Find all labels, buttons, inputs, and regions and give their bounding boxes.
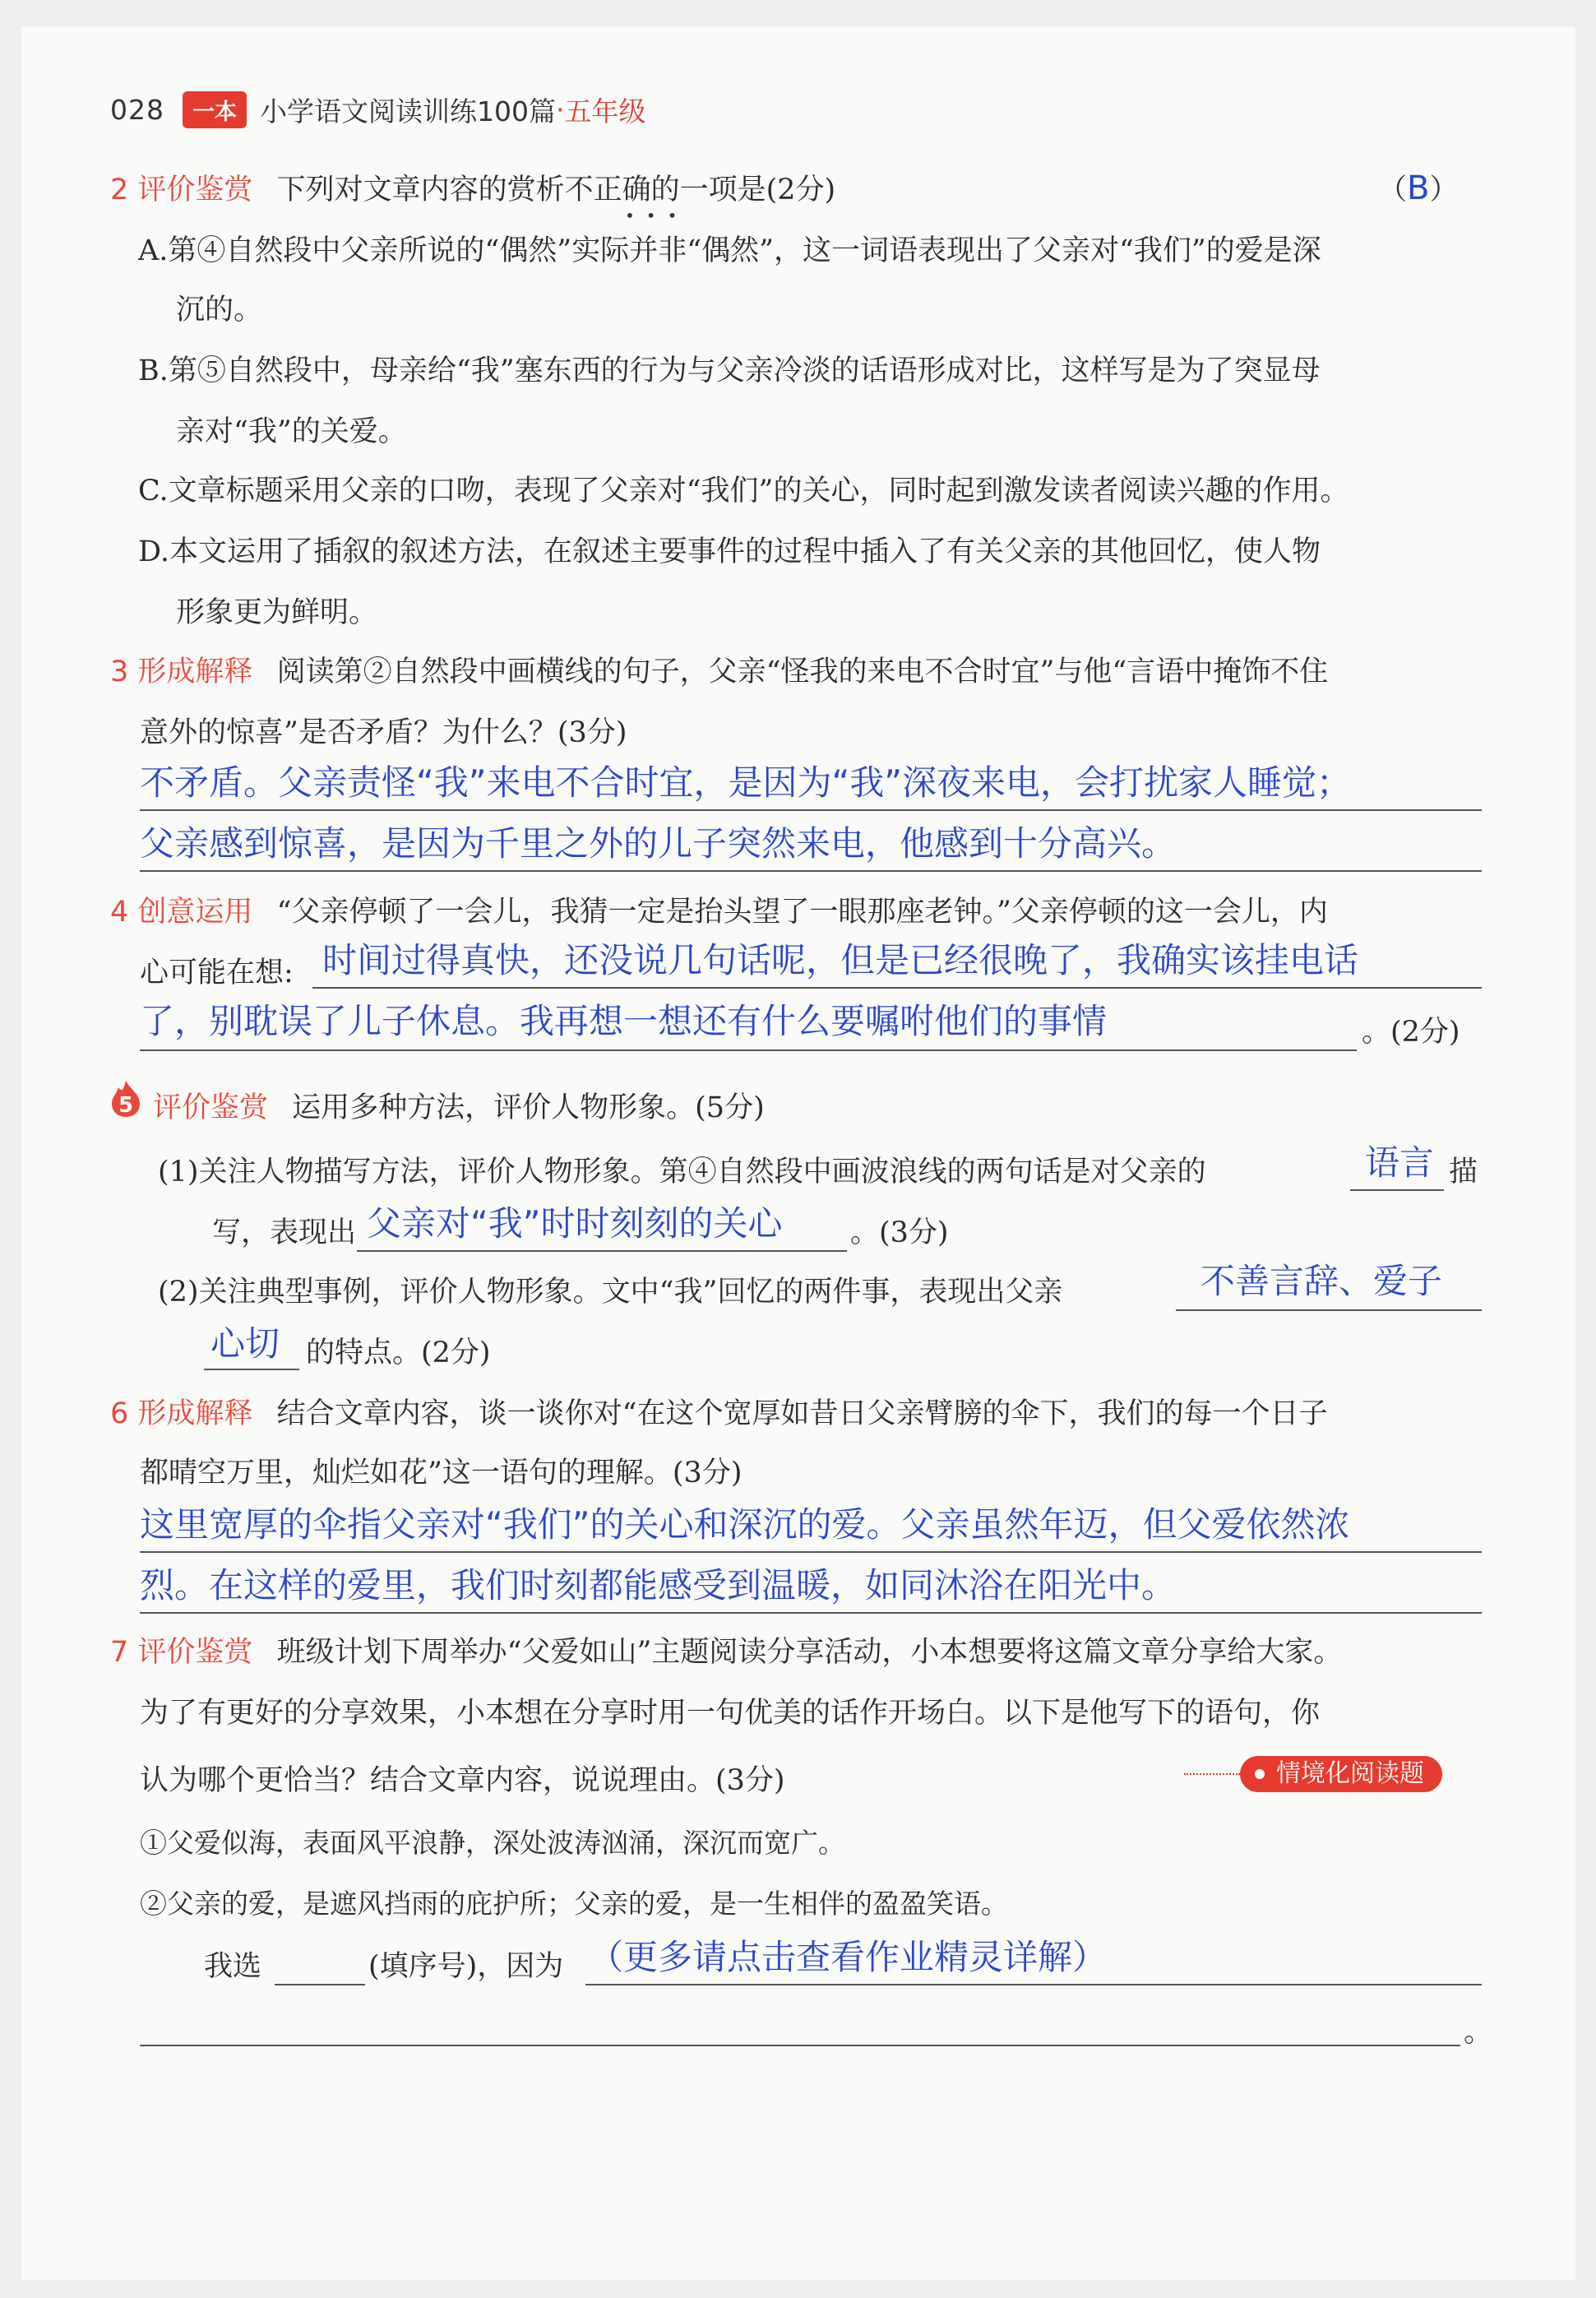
fill-blank-underline	[275, 1984, 365, 1985]
q2-answer-box	[1378, 168, 1458, 211]
q3-prompt-line2: 意外的惊喜”是否矛盾？为什么？(3分)	[140, 716, 627, 749]
q4-answer-line2: 了，别耽误了儿子休息。我再想一想还有什么要嘱咐他们的事情	[140, 1001, 1108, 1041]
tag-dotted-line	[1184, 1773, 1240, 1775]
book-title: 小学语文阅读训练100篇	[260, 95, 556, 127]
fire-icon	[109, 1079, 143, 1119]
q2-option-a-line2: 沉的。	[176, 294, 263, 327]
q5-prompt: 运用多种方法，评价人物形象。(5分)	[292, 1091, 765, 1124]
emphasis-dots: •••	[625, 206, 689, 225]
q3-prompt-line1	[110, 651, 1328, 693]
q2-option-b-line2: 亲对“我”的关爱。	[176, 415, 407, 448]
q7-prompt-1: 班级计划下周举办“父爱如山”主题阅读分享活动，小本想要将这篇文章分享给大家。	[276, 1636, 1343, 1669]
q5-sub2-blank2: 心切	[210, 1323, 280, 1364]
q2-number: 2	[110, 174, 129, 206]
q2-answer-paren-close: ）	[1429, 174, 1459, 206]
q4-answer-line1: 时间过得真快，还没说几句话呢，但是已经很晚了，我确实该挂电话	[322, 940, 1359, 980]
q3-number: 3	[110, 656, 129, 688]
q7-end-mark: 。	[1464, 2016, 1493, 2049]
q7-answer: （更多请点击查看作业精灵详解）	[589, 1937, 1108, 1977]
answer-underline	[312, 987, 1482, 989]
q7-choose-mid: (填序号)，因为	[368, 1950, 564, 1983]
answer-underline	[585, 1984, 1482, 1985]
q7-type: 评价鉴赏	[137, 1636, 253, 1669]
q6-prompt-line1	[110, 1393, 1327, 1434]
q7-prompt-line3: 认为哪个更恰当？结合文章内容，说说理由。(3分)	[140, 1764, 785, 1797]
answer-underline	[140, 1612, 1482, 1614]
q5-sub2-line2-suffix: 的特点。(2分)	[306, 1337, 491, 1369]
q4-number: 4	[110, 896, 129, 929]
q4-prompt-1: “父亲停顿了一会儿，我猜一定是抬头望了一眼那座老钟。”父亲停顿的这一会儿，内	[276, 896, 1328, 929]
answer-underline	[140, 809, 1482, 811]
q2-option-d-line2: 形象更为鲜明。	[176, 596, 378, 629]
answer-underline	[140, 1551, 1482, 1553]
q2-option-b-line1: B.第⑤自然段中，母亲给“我”塞东西的行为与父亲冷淡的话语形成对比，这样写是为了突显母	[138, 354, 1321, 387]
q5-sub1-line1-prefix: (1)关注人物描写方法，评价人物形象。第④自然段中画波浪线的两句话是对父亲的	[158, 1156, 1206, 1188]
grade-label: 五年级	[564, 95, 646, 127]
q3-answer-line1: 不矛盾。父亲责怪“我”来电不合时宜，是因为“我”深夜来电，会打扰家人睡觉；	[140, 762, 1352, 803]
q6-answer-line2: 烈。在这样的爱里，我们时刻都能感受到温暖，如同沐浴在阳光中。	[140, 1565, 1177, 1605]
q2-option-a-line1: A.第④自然段中父亲所说的“偶然”实际并非“偶然”，这一词语表现出了父亲对“我们”的爱是深	[138, 234, 1321, 267]
q4-prompt-line1	[110, 892, 1328, 933]
q5-sub1-line2-suffix: 。(3分)	[850, 1216, 949, 1249]
q5-sub1-line1-suffix: 描	[1449, 1156, 1478, 1188]
q7-number: 7	[110, 1636, 129, 1669]
q5-sub1-blank2: 父亲对“我”时时刻刻的关心	[367, 1203, 783, 1244]
q5-sub1-line2-prefix: 写，表现出	[212, 1216, 357, 1249]
q5-sub1-blank1: 语言	[1365, 1142, 1435, 1183]
blank-underline	[204, 1369, 299, 1370]
q5-number: 5	[118, 1093, 134, 1118]
q2-answer: B	[1407, 169, 1430, 207]
q6-prompt-1: 结合文章内容，谈一谈你对“在这个宽厚如昔日父亲臂膀的伞下，我们的每一个日子	[276, 1397, 1328, 1430]
q2-prompt-line	[110, 169, 835, 211]
answer-underline	[140, 2045, 1460, 2046]
q5-sub2-blank1: 不善言辞、爱子	[1200, 1261, 1443, 1301]
q4-suffix: 。(2分)	[1362, 1016, 1460, 1049]
publisher-logo: 一本	[183, 91, 247, 128]
q7-option-2: ②父亲的爱，是遮风挡雨的庇护所；父亲的爱，是一生相伴的盈盈笑语。	[140, 1888, 1008, 1920]
q6-number: 6	[110, 1397, 129, 1430]
q5-sub2-line1-prefix: (2)关注典型事例，评价人物形象。文中“我”回忆的两件事，表现出父亲	[158, 1276, 1063, 1309]
q7-choose-prefix: 我选	[204, 1950, 262, 1983]
q2-prompt: 下列对文章内容的赏析不正确的一项是(2分)	[276, 174, 836, 206]
q3-answer-line2: 父亲感到惊喜，是因为千里之外的儿子突然来电，他感到十分高兴。	[140, 823, 1177, 864]
blank-underline	[1350, 1189, 1444, 1191]
blank-underline	[357, 1250, 847, 1252]
grade-separator: ·	[556, 93, 565, 126]
page-header	[110, 89, 646, 130]
blank-underline	[1176, 1309, 1482, 1311]
q3-type: 形成解释	[137, 656, 253, 688]
q7-prompt-line1	[110, 1632, 1342, 1673]
q2-type: 评价鉴赏	[137, 174, 253, 206]
q2-answer-paren-open: （	[1378, 174, 1408, 206]
q3-prompt-1: 阅读第②自然段中画横线的句子，父亲“怪我的来电不合时宜”与他“言语中掩饰不住	[276, 656, 1329, 688]
q6-type: 形成解释	[137, 1397, 253, 1430]
q2-option-c: C.文章标题采用父亲的口吻，表现了父亲对“我们”的关心，同时起到激发读者阅读兴趣的作用。	[138, 475, 1349, 507]
scenario-reading-tag: 情境化阅读题	[1240, 1756, 1442, 1792]
q6-prompt-line2: 都晴空万里，灿烂如花”这一语句的理解。(3分)	[140, 1457, 742, 1490]
page-number: 028	[110, 93, 164, 126]
answer-underline	[140, 870, 1482, 872]
q4-type: 创意运用	[137, 896, 253, 929]
q7-option-1: ①父爱似海，表面风平浪静，深处波涛汹涌，深沉而宽广。	[140, 1827, 845, 1859]
q6-answer-line1: 这里宽厚的伞指父亲对“我们”的关心和深沉的爱。父亲虽然年迈，但父爱依然浓	[140, 1504, 1350, 1545]
q4-prompt-line2-prefix: 心可能在想:	[140, 957, 294, 989]
q5-type: 评价鉴赏	[153, 1091, 269, 1124]
q2-option-d-line1: D.本文运用了插叙的叙述方法，在叙述主要事件的过程中插入了有关父亲的其他回忆，使人物	[138, 535, 1321, 568]
q5-prompt-line	[153, 1087, 765, 1128]
q7-prompt-line2: 为了有更好的分享效果，小本想在分享时用一句优美的话作开场白。以下是他写下的语句，你	[140, 1697, 1321, 1730]
answer-underline	[140, 1049, 1357, 1051]
